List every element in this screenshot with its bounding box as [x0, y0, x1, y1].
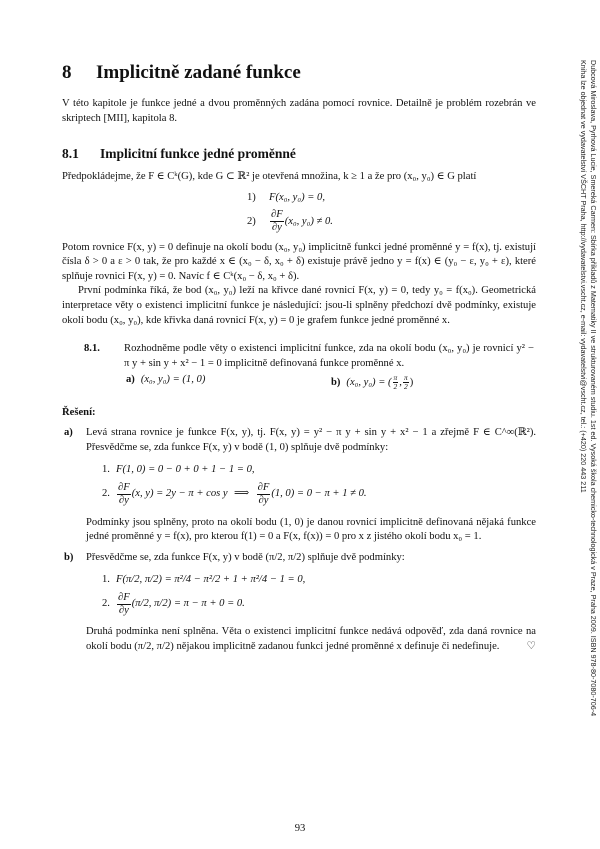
option-b-fraction-2: [403, 374, 409, 391]
partial-derivative-fraction: [270, 209, 284, 234]
fraction-denominator: ∂y: [118, 604, 129, 616]
step-formula-left: (x, y) = 2y − π + cos y: [131, 488, 228, 500]
chapter-heading: [62, 62, 536, 84]
part-b-conclusion: Druhá podmínka není splněna. Věta o existenci implicitní funkce nedává odpověď, zda daná rovnice na okolí bodu (π/2, π/2) nějakou implicitně zadanou funkci jedné proměnné x definuje či nedefinuje.: [86, 626, 536, 652]
paragraph-assumptions: Předpokládejme, že F ∈ Cᵏ(G), kde G ⊂ ℝ² je otevřená množina, k ≥ 1 a že pro (x₀, y₀) ∈ G platí: [62, 171, 477, 182]
option-b-separator: ,: [399, 377, 402, 389]
fraction-numerator: ∂F: [118, 482, 130, 494]
fraction-numerator: π: [403, 373, 408, 383]
margin-line-1: Dubcová Miroslava, Pyrhová Lucie, Smereká Carmen: Sbírka příkladů z Matematiky II ve strukturovaném studiu. 1st ed. Vysoká škola chemicko-technologická v Praze, Praha 2009. ISBN 978-80-7080-706-4: [589, 60, 598, 717]
solution-heading: Řešení:: [62, 407, 96, 419]
condition-1-formula: F(x₀, y₀) = 0,: [269, 192, 325, 204]
example-text: Rozhodněme podle věty o existenci implicitní funkce, zda na okolí bodu (x₀, y₀) je rovnicí y² − π y + sin y + x² − 1 = 0 implicitně definovaná funkce proměnné x.: [124, 343, 534, 369]
solution-part-a: [62, 426, 536, 544]
part-b-conclusion-wrap: [86, 625, 536, 654]
part-b-body: [86, 551, 536, 655]
fraction-numerator: π: [393, 373, 398, 383]
side-margin-citation: [574, 60, 598, 780]
conditions-list: [247, 189, 536, 237]
part-a-conclusion: Podmínky jsou splněny, proto na okolí bodu (1, 0) je danou rovnicí implicitně definovaná nějaká funkce jedné proměnné y = f(x), pro kterou f(1) = 0 a F(x, f(x)) = 0 pro x z jistého okolí bodu x₀ = 1.: [86, 516, 536, 543]
part-a-intro: Levá strana rovnice je funkce F(x, y), tj. F(x, y) = y² − π y + sin y + x² − 1 a zřejmě F ∈ C^∞(ℝ²). Přesvědčme se, zda funkce F(x, y) v bodě (1, 0) splňuje dvě podmínky:: [86, 427, 536, 453]
option-a: [126, 374, 331, 391]
section-title: Implicitní funkce jedné proměnné: [100, 146, 296, 161]
step-label: 2.: [102, 598, 110, 610]
partial-derivative-fraction: [257, 482, 271, 507]
fraction-denominator: 2: [403, 382, 408, 392]
condition-2: [247, 207, 536, 237]
margin-line-2: Kniha lze objednat ve vydavatelství VŠCHT Praha, http://vydavatelstvi.vscht.cz, e-mail: vydavatelstvi@vscht.cz, tel.: (+420) 220 443 211: [579, 60, 588, 493]
chapter-intro: V této kapitole je funkce jedné a dvou proměnných zadána pomocí rovnice. Detailně je problém rozebrán ve skriptech [MII], kapitola 8.: [62, 98, 536, 124]
fraction-denominator: 2: [393, 382, 398, 392]
step-label: 1.: [102, 574, 110, 586]
fraction-numerator: ∂F: [257, 482, 270, 494]
end-of-example-heart-icon: ♡: [526, 640, 536, 652]
page-number: 93: [294, 823, 306, 834]
step-formula-right: (1, 0) = 0 − π + 1 ≠ 0.: [271, 488, 367, 500]
example-block: [62, 342, 536, 371]
margin-text: [578, 60, 598, 780]
chapter-number: 8: [62, 62, 72, 83]
section-number: 8.1: [62, 146, 79, 161]
part-b-intro: Přesvědčme se, zda funkce F(x, y) v bodě (π/2, π/2) splňuje dvě podmínky:: [86, 551, 405, 563]
step-label: 1.: [102, 464, 110, 476]
step-formula: (π/2, π/2) = π − π + 0 = 0.: [131, 598, 245, 610]
solution-part-b: [62, 551, 536, 655]
option-b-label: b): [331, 377, 341, 389]
example-options: [126, 374, 536, 391]
part-a-step-2: [102, 480, 536, 510]
fraction-denominator: ∂y: [118, 495, 129, 507]
option-b-fraction-1: [393, 374, 399, 391]
fraction-numerator: ∂F: [271, 209, 283, 221]
option-b-prefix: (x₀, y₀) = (: [346, 377, 392, 389]
partial-derivative-fraction: [117, 482, 131, 507]
option-a-label: a): [126, 374, 135, 386]
paragraph-theorem: Potom rovnice F(x, y) = 0 definuje na okolí bodu (x₀, y₀) implicitně funkci jedné proměnné y = f(x), tj. existují čísla δ > 0 a ε > 0 tak, že pro každé x ∈ (x₀ − δ, x₀ + δ) existuje právě jedno y = f(x) ∈ (y₀ − ε, y₀ + ε), které splňuje rovnici F(x, y) = 0. Navíc f ∈ Cᵏ(x₀ − δ, x₀ + δ).: [62, 241, 536, 282]
part-a-label: a): [64, 427, 73, 439]
part-b-step-2: [102, 589, 536, 619]
condition-2-formula: (x₀, y₀) ≠ 0.: [284, 216, 333, 228]
fraction-numerator: ∂F: [118, 591, 130, 603]
option-a-text: (x₀, y₀) = (1, 0): [140, 374, 206, 386]
step-formula: F(1, 0) = 0 − 0 + 0 + 1 − 1 = 0,: [116, 464, 255, 476]
implies-arrow: ⟹: [234, 488, 250, 500]
condition-1: [247, 189, 536, 207]
paragraph-interpretation: První podmínka říká, že bod (x₀, y₀) leží na křivce dané rovnicí F(x, y) = 0, tedy y₀ = f(x₀). Geometrická interpretace věty o existenci implicitní funkce je následující: jsou-li splněny předchozí dvě podmínky, existuje okolí bodu (x₀, y₀), kde křivka daná rovnicí F(x, y) = 0 je grafem funkce jedné proměnné x.: [62, 285, 536, 326]
chapter-title: Implicitně zadané funkce: [96, 62, 301, 83]
part-a-body: [86, 426, 536, 544]
fraction-denominator: ∂y: [258, 495, 269, 507]
fraction-denominator: ∂y: [271, 222, 282, 234]
part-a-step-1: [102, 462, 536, 480]
step-label: 2.: [102, 488, 110, 500]
page-content: [62, 62, 536, 661]
condition-1-label: 1): [247, 192, 256, 204]
part-b-step-1: [102, 571, 536, 589]
part-a-steps: [102, 462, 536, 510]
option-b-suffix: ): [409, 377, 414, 389]
section-heading: [62, 146, 536, 162]
partial-derivative-fraction: [117, 592, 131, 617]
option-b: [331, 374, 536, 391]
example-number: 8.1.: [84, 343, 100, 355]
condition-2-label: 2): [247, 216, 256, 228]
part-b-steps: [102, 571, 536, 619]
step-formula: F(π/2, π/2) = π²/4 − π²/2 + 1 + π²/4 − 1 = 0,: [116, 574, 306, 586]
part-b-label: b): [64, 551, 74, 563]
